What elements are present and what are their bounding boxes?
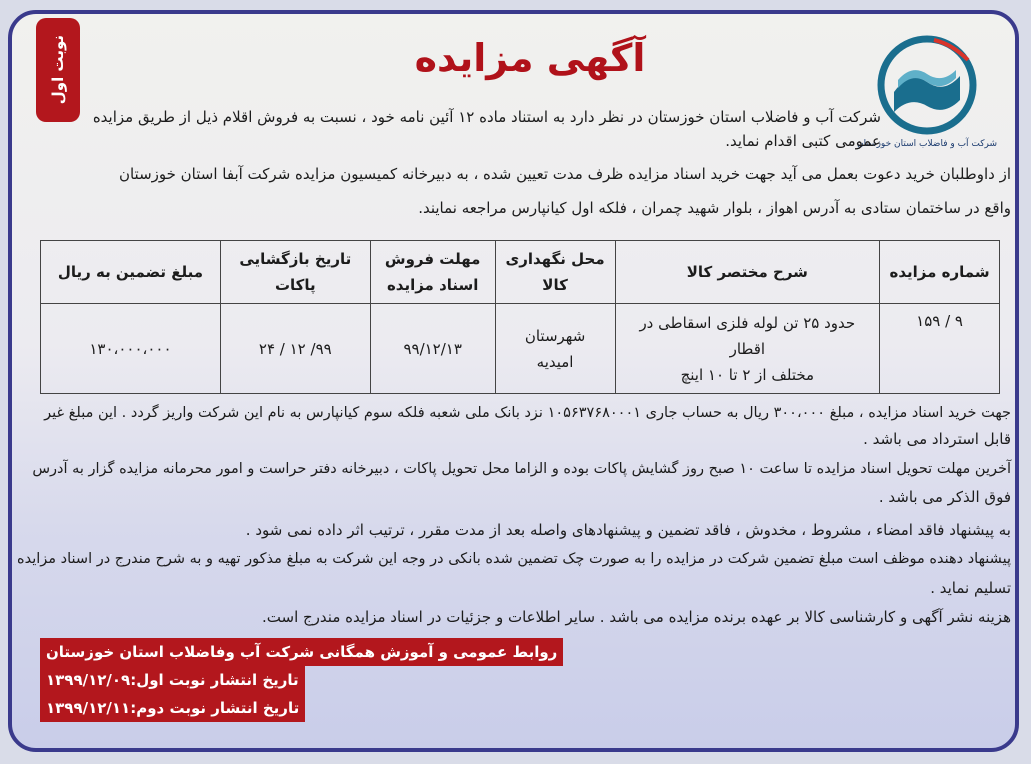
organization-logo xyxy=(856,30,998,150)
cell-description-line-2: مختلف از ۲ تا ۱۰ اینچ xyxy=(680,365,815,384)
body-line-3: آخرین مهلت تحویل اسناد مزایده تا ساعت ۱۰ صبح روز گشایش پاکات بوده و الزاما محل تحویل پاکات ، دبیرخانه دفتر حراست و امور محرمانه مزایده گزار به آدرس xyxy=(32,461,1011,477)
edition-badge xyxy=(36,18,80,122)
intro-line-4: واقع در ساختمان ستادی به آدرس اهواز ، بلوار شهید چمران ، فلکه اول کیانپارس مراجعه نمایند. xyxy=(418,199,1011,217)
header-opening-date xyxy=(220,241,370,304)
header-opening-date-line-2: پاکات xyxy=(274,276,316,294)
edition-badge-label: نوبت اول xyxy=(49,35,67,105)
body-line-2: قابل استرداد می باشد . xyxy=(863,430,1011,448)
cell-description xyxy=(615,304,880,394)
footer-public-relations: روابط عمومی و آموزش همگانی شرکت آب وفاضلاب استان خوزستان xyxy=(40,638,563,666)
cell-description-line-1: حدود ۲۵ تن لوله فلزی اسقاطی در اقطار xyxy=(639,313,856,358)
header-sale-deadline-line-1: مهلت فروش xyxy=(384,250,481,268)
cell-storage-location-line-2: امیدیه xyxy=(536,352,574,371)
footer-first-publication-date: تاریخ انتشار نوبت اول:۱۳۹۹/۱۲/۰۹ xyxy=(40,666,305,694)
header-storage-location xyxy=(495,241,615,304)
body-line-5: به پیشنهاد فاقد امضاء ، مشروط ، مخدوش ، فاقد تضمین و پیشنهادهای واصله بعد از مدت مقرر ، ترتیب اثر داده نمی شود . xyxy=(245,521,1011,539)
body-line-4: فوق الذکر می باشد . xyxy=(878,488,1011,506)
auction-table xyxy=(40,240,1000,394)
cell-sale-deadline: ۹۹/۱۲/۱۳ xyxy=(370,304,495,394)
header-description: شرح مختصر کالا xyxy=(615,241,880,304)
intro-line-1: شرکت آب و فاضلاب استان خوزستان در نظر دارد به استناد ماده ۱۲ آئین نامه خود ، نسبت به فروش اقلام ذیل از طریق مزایده xyxy=(92,108,881,126)
intro-line-3: از داوطلبان خرید دعوت بعمل می آید جهت خرید اسناد مزایده ظرف مدت تعیین شده ، به دبیرخانه کمیسیون مزایده شرکت آبفا استان خوزستان xyxy=(118,165,1011,183)
cell-guarantee-amount: ۱۳۰،۰۰۰،۰۰۰ xyxy=(41,304,221,394)
header-auction-number: شماره مزایده xyxy=(880,241,1000,304)
header-storage-location-line-2: کالا xyxy=(542,276,568,294)
header-guarantee-amount: مبلغ تضمین به ریال xyxy=(41,241,221,304)
notice-title: آگهی مزایده xyxy=(414,36,646,80)
header-storage-location-line-1: محل نگهداری xyxy=(505,250,605,268)
cell-storage-location-line-1: شهرستان xyxy=(524,326,586,345)
body-line-8: هزینه نشر آگهی و کارشناسی کالا بر عهده برنده مزایده می باشد . سایر اطلاعات و جزئیات در اسناد مزایده مندرج است. xyxy=(262,608,1011,626)
cell-storage-location xyxy=(495,304,615,394)
table-row xyxy=(41,304,1000,394)
footer-second-publication-date: تاریخ انتشار نوبت دوم:۱۳۹۹/۱۲/۱۱ xyxy=(40,694,305,722)
header-sale-deadline-line-2: اسناد مزایده xyxy=(386,276,479,294)
header-opening-date-line-1: تاریخ بازگشایی xyxy=(239,250,352,268)
cell-opening-date: ۹۹/ ۱۲ / ۲۴ xyxy=(220,304,370,394)
header-sale-deadline xyxy=(370,241,495,304)
table-header-row xyxy=(41,241,1000,304)
body-line-6: پیشنهاد دهنده موظف است مبلغ تضمین شرکت در مزایده را به صورت چک تضمین شده بانکی در وجه این شرکت به مبلغ مذکور تهیه و به شرح مندرج در اسناد مزایده xyxy=(17,551,1011,567)
body-line-1: جهت خرید اسناد مزایده ، مبلغ ۳۰۰،۰۰۰ ریال به حساب جاری ۱۰۵۶۳۷۶۸۰۰۰۱ نزد بانک ملی شعبه فلکه سوم کیانپارس به نام این شرکت واریز گردد . این مبلغ غیر xyxy=(44,405,1011,421)
logo-org-text: شرکت آب و فاضلاب استان خوزستان xyxy=(856,139,998,149)
cell-auction-number: ۹ / ۱۵۹ xyxy=(880,304,1000,394)
intro-line-2: عمومی کتبی اقدام نماید. xyxy=(725,132,881,150)
body-line-7: تسلیم نماید . xyxy=(930,579,1011,597)
